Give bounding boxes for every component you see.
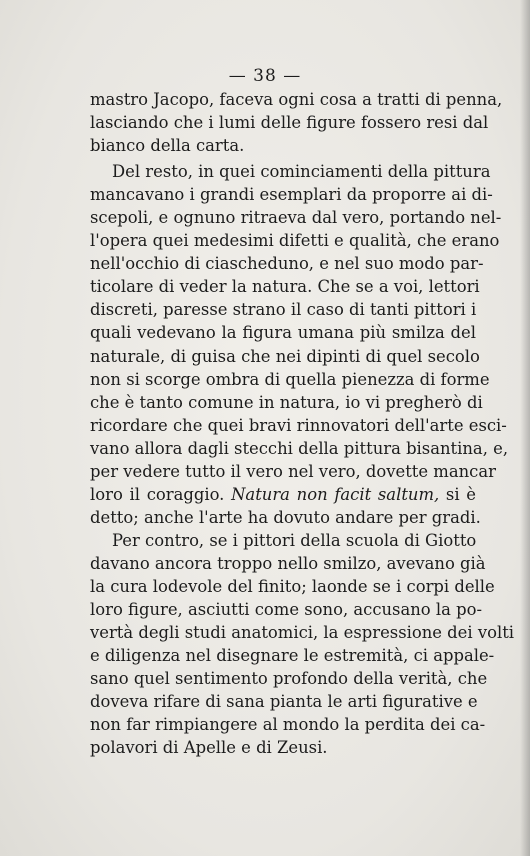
text-line: mastro Jacopo, faceva ogni cosa a tratti di penna, [90, 90, 503, 109]
text-line: scepoli, e ognuno ritraeva dal vero, portando nel- [90, 208, 502, 228]
text-line: non si scorge ombra di quella pienezza di forme [90, 369, 490, 389]
text-line: nell'occhio di ciascheduno, e nel suo modo par- [90, 254, 484, 274]
page-number: — 38 — [228, 66, 302, 86]
text-fragment: loro il coraggio. [90, 484, 232, 504]
text-line: loro figure, asciutti come sono, accusano la po- [90, 600, 482, 620]
text-line: naturale, di guisa che nei dipinti di quel secolo [90, 346, 480, 366]
text-line: ticolare di veder la natura. Che se a voi, lettori [90, 277, 480, 297]
text-line: l'opera quei medesimi difetti e qualità, che erano [90, 231, 500, 251]
text-line: lasciando che i lumi delle figure fossero resi dal [90, 113, 489, 133]
text-line: bianco della carta. [90, 136, 245, 156]
text-line: e diligenza nel disegnare le estremità, ci appale- [90, 646, 495, 666]
text-line: non far rimpiangere al mondo la perdita dei ca- [90, 715, 486, 735]
text-line: discreti, paresse strano il caso di tanti pittori i [90, 300, 477, 320]
text-line: davano ancora troppo nello smilzo, avevano già [90, 553, 486, 573]
text-line: per vedere tutto il vero nel vero, dovette mancar [90, 461, 496, 481]
text-line: doveva rifare di sana pianta le arti figurative e [90, 692, 478, 712]
text-line: quali vedevano la figura umana più smilza del [90, 323, 476, 343]
latin-quote: Natura non facit saltum, [231, 484, 440, 504]
text-line: detto; anche l'arte ha dovuto andare per gradi. [90, 507, 481, 527]
text-line: mancavano i grandi esemplari da proporre ai di- [90, 185, 493, 205]
text-line: sano quel sentimento profondo della verità, che [90, 669, 488, 689]
text-line: vano allora dagli stecchi della pittura bisantina, e, [90, 438, 509, 458]
text-fragment: si è [439, 484, 476, 504]
text-line-with-latin-quote [90, 483, 476, 506]
text-line: Per contro, se i pittori della scuola di Giotto [112, 530, 477, 550]
text-line: Del resto, in quei cominciamenti della pittura [112, 162, 491, 182]
page-edge-shadow [520, 0, 530, 856]
text-line: vertà degli studi anatomici, la espressione dei volti [90, 623, 515, 643]
text-line: che è tanto comune in natura, io vi pregherò di [90, 392, 483, 412]
text-line: la cura lodevole del finito; laonde se i corpi delle [90, 576, 495, 596]
text-line: ricordare che quei bravi rinnovatori dell'arte esci- [90, 415, 507, 435]
text-line: polavori di Apelle e di Zeusi. [90, 738, 328, 758]
body-text [90, 88, 515, 759]
